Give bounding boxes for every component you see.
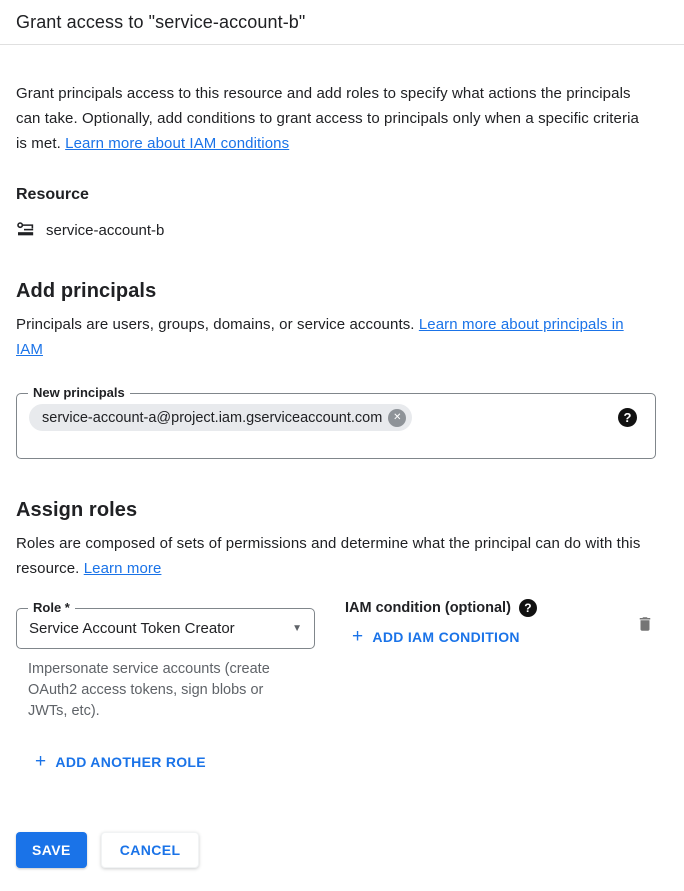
- roles-learn-more-link[interactable]: Learn more: [83, 560, 162, 577]
- save-button[interactable]: SAVE: [16, 832, 87, 868]
- add-another-role-label: ADD ANOTHER ROLE: [55, 754, 206, 770]
- principals-description: [16, 312, 648, 362]
- add-another-role-button[interactable]: [29, 750, 212, 774]
- principals-learn-more-link[interactable]: Learn more about principals in IAM: [16, 316, 624, 358]
- cancel-button[interactable]: CANCEL: [101, 832, 200, 868]
- principal-chip-text: service-account-a@project.iam.gserviceaccount.com: [42, 409, 383, 426]
- role-description: Impersonate service accounts (create OAuth2 access tokens, sign blobs or JWTs, etc).: [28, 661, 270, 719]
- condition-help-icon[interactable]: ?: [519, 599, 537, 617]
- condition-column: [345, 599, 634, 649]
- chevron-down-icon: ▼: [292, 623, 302, 634]
- resource-row: [16, 220, 668, 240]
- resource-heading: Resource: [16, 186, 89, 203]
- roles-description: [16, 531, 648, 581]
- condition-label-row: [345, 599, 634, 617]
- role-value: Service Account Token Creator: [29, 620, 235, 637]
- role-select[interactable]: [16, 600, 315, 649]
- principal-chip[interactable]: [29, 404, 412, 431]
- new-principals-label: New principals: [28, 385, 130, 401]
- principals-help-icon[interactable]: ?: [618, 408, 637, 427]
- resource-name: service-account-b: [46, 221, 165, 239]
- delete-role-button[interactable]: [634, 612, 656, 639]
- trash-icon: [636, 614, 654, 634]
- service-account-icon: [16, 220, 36, 240]
- add-iam-condition-label: ADD IAM CONDITION: [372, 629, 520, 645]
- plus-icon: +: [35, 751, 47, 772]
- role-column: [16, 599, 315, 722]
- dialog-content: [0, 81, 684, 868]
- plus-icon: +: [352, 626, 364, 647]
- dialog-actions: [16, 832, 668, 868]
- dialog-header: [0, 0, 684, 45]
- role-row: [16, 599, 668, 722]
- add-principals-heading: Add principals: [16, 280, 157, 302]
- role-label: Role *: [28, 600, 75, 616]
- add-iam-condition-button[interactable]: [346, 625, 526, 649]
- condition-label: IAM condition (optional): [345, 600, 511, 616]
- delete-role-column: [634, 612, 656, 639]
- principals-description-text: Principals are users, groups, domains, or service accounts.: [16, 316, 415, 333]
- new-principals-field[interactable]: [16, 385, 656, 459]
- intro-paragraph: [16, 81, 648, 156]
- chip-close-icon[interactable]: ✕: [388, 409, 406, 427]
- iam-conditions-link[interactable]: Learn more about IAM conditions: [65, 135, 290, 152]
- dialog-title: Grant access to "service-account-b": [16, 11, 306, 32]
- new-principals-inner: [17, 394, 655, 441]
- intro-text: Grant principals access to this resource and add roles to specify what actions the principals can take. Optionally, add conditions to grant access to principals only when a specific criteria is met.: [16, 85, 639, 152]
- assign-roles-heading: Assign roles: [16, 499, 138, 521]
- roles-description-text: Roles are composed of sets of permissions and determine what the principal can do with this resource.: [16, 535, 641, 577]
